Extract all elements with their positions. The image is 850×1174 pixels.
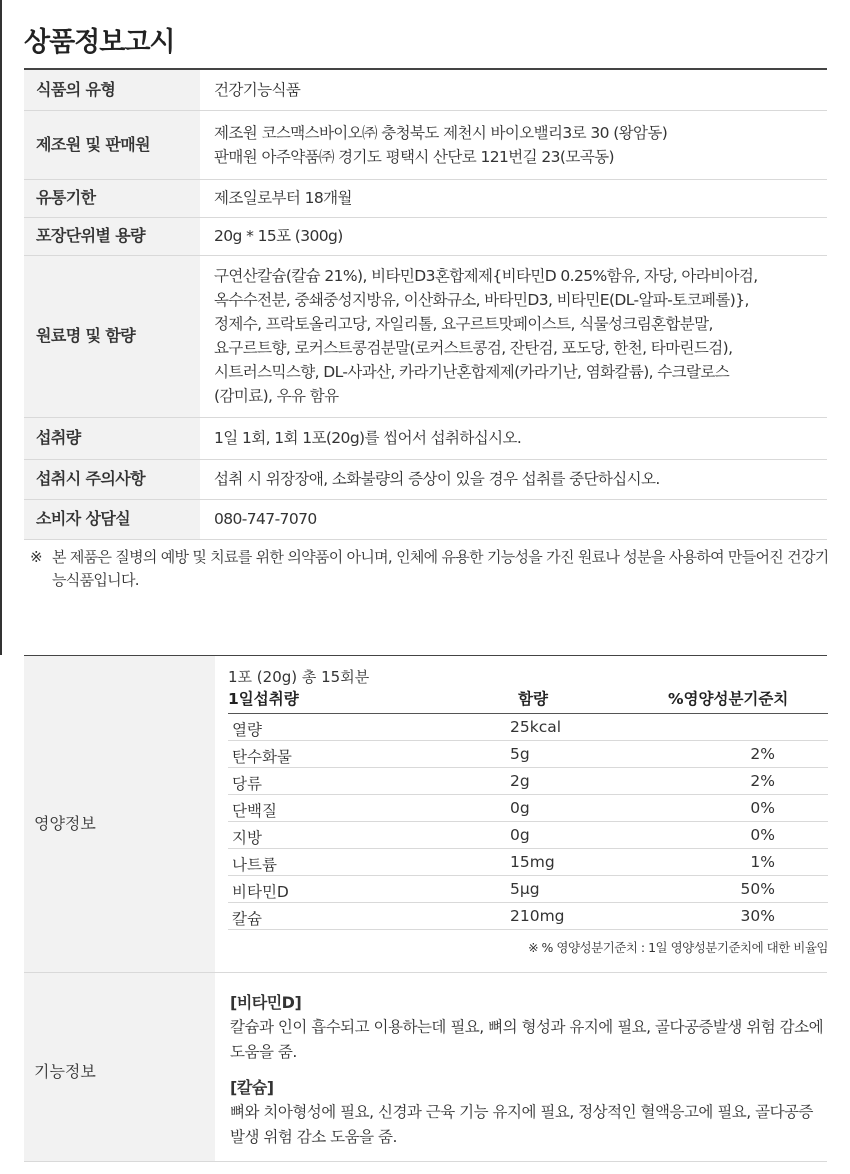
row-value (200, 499, 827, 539)
row-value (200, 255, 827, 417)
value-line: 20g * 15포 (300g) (214, 227, 343, 245)
row-value (200, 217, 827, 255)
nutrient-name: 비타민D (232, 883, 289, 901)
nutrient-amount: 5μg (510, 880, 540, 898)
function-heading: [비타민D] (230, 993, 302, 1012)
nutrient-percent: 50% (740, 880, 775, 898)
value-line: 080-747-7070 (214, 510, 317, 528)
notice-mark: ※ (30, 548, 42, 566)
nutrient-name: 당류 (232, 775, 262, 793)
value-line: 판매원 아주약품㈜ 경기도 평택시 산단로 121번길 23(모곡동) (214, 147, 614, 166)
row-value (200, 110, 827, 179)
row-value (200, 459, 827, 499)
row-value (200, 179, 827, 217)
nutrient-row (228, 741, 828, 768)
row-label: 식품의 유형 (24, 70, 200, 110)
nutrient-amount: 5g (510, 745, 530, 763)
function-heading: [칼슘] (230, 1078, 274, 1097)
header-amount: 함량 (518, 690, 548, 708)
nutrient-percent: 2% (750, 745, 775, 763)
value-line: 시트러스믹스향, DL-사과산, 카라기난혼합제제(카라기난, 염화칼륨), 수크랄로스 (214, 363, 730, 381)
nutrient-name: 단백질 (232, 802, 277, 820)
value-line: 제조일로부터 18개월 (214, 189, 352, 207)
row-label: 소비자 상담실 (24, 499, 200, 539)
row-label: 원료명 및 함량 (24, 255, 200, 417)
nutrient-name: 탄수화물 (232, 748, 292, 766)
nutrient-name: 열량 (232, 721, 262, 739)
nutrient-name: 칼슘 (232, 910, 262, 928)
nutrient-percent: 0% (750, 826, 775, 844)
info-row-expiry (24, 179, 827, 217)
header-daily-intake: 1일섭취량 (228, 690, 299, 708)
left-edge-border (0, 0, 2, 655)
value-line: 요구르트향, 로커스트콩검분말(로커스트콩검, 잔탄검, 포도당, 한천, 타마린드검), (214, 339, 733, 357)
row-value (200, 417, 827, 459)
daily-value-note: ※ % 영양성분기준치 : 1일 영양성분기준치에 대한 비율임 (528, 940, 828, 955)
notice-text: 본 제품은 질병의 예방 및 치료를 위한 의약품이 아니며, 인체에 유용한 기능성을 가진 원료나 성분을 사용하여 만들어진 건강기능식품입니다. (52, 548, 829, 589)
nutrient-amount: 2g (510, 772, 530, 790)
nutrient-amount: 15mg (510, 853, 555, 871)
nutrient-row (228, 849, 828, 876)
info-row-caution (24, 459, 827, 499)
nutrition-label-cell (24, 656, 215, 972)
nutrient-name: 나트륨 (232, 856, 277, 874)
disclaimer-notice (30, 546, 830, 592)
nutrition-facts (228, 667, 828, 955)
nutrient-name: 지방 (232, 829, 262, 847)
row-label: 섭취량 (24, 417, 200, 459)
info-row-ingredients (24, 255, 827, 417)
nutrient-row (228, 714, 828, 741)
function-text: 뼈와 치아형성에 필요, 신경과 근육 기능 유지에 필요, 정상적인 혈액응고에 필요, 골다공증 발생 위험 감소 도움을 줌. (230, 1103, 814, 1146)
value-line: 건강기능식품 (214, 80, 301, 99)
value-line: (감미료), 우유 함유 (214, 387, 339, 405)
value-line: 제조원 코스맥스바이오㈜ 충청북도 제천시 바이오밸리3로 30 (왕암동) (214, 123, 668, 142)
value-line: 옥수수전분, 중쇄중성지방유, 이산화규소, 바타민D3, 비타민E(DL-알파-토코페롤)}, (214, 291, 749, 309)
info-row-food-type (24, 70, 827, 110)
product-info-table (24, 70, 827, 540)
serving-size: 1포 (20g) 총 15회분 (228, 668, 370, 686)
nutrient-row (228, 795, 828, 822)
function-info (230, 990, 830, 1150)
nutrition-header (228, 687, 828, 709)
nutrient-percent: 30% (740, 907, 775, 925)
row-value (200, 70, 827, 110)
nutrition-label: 영양정보 (34, 814, 96, 833)
nutrient-percent: 1% (750, 853, 775, 871)
function-label-cell (24, 973, 215, 1161)
nutrient-amount: 0g (510, 799, 530, 817)
nutrient-row (228, 768, 828, 795)
value-line: 구연산칼슘(칼슘 21%), 비타민D3혼합제제{비타민D 0.25%함유, 자당, 아라비아검, (214, 267, 758, 285)
nutrient-row (228, 903, 828, 930)
page-title: 상품정보고시 (24, 27, 175, 58)
nutrient-percent: 0% (750, 799, 775, 817)
nutrient-row (228, 822, 828, 849)
row-label: 제조원 및 판매원 (24, 110, 200, 179)
function-label: 기능정보 (34, 1062, 96, 1081)
info-row-package (24, 217, 827, 255)
row-label: 포장단위별 용량 (24, 217, 200, 255)
nutrient-amount: 210mg (510, 907, 565, 925)
info-row-manufacturer (24, 110, 827, 179)
nutrient-row (228, 876, 828, 903)
function-text: 칼슘과 인이 흡수되고 이용하는데 필요, 뼈의 형성과 유지에 필요, 골다공증발생 위험 감소에도움을 줌. (230, 1018, 824, 1061)
info-row-intake (24, 417, 827, 459)
function-bottom-rule (24, 1161, 827, 1162)
header-daily-value: %영양성분기준치 (668, 690, 789, 708)
nutrient-amount: 0g (510, 826, 530, 844)
value-line: 1일 1회, 1회 1포(20g)를 씹어서 섭취하십시오. (214, 429, 522, 447)
row-label: 섭취시 주의사항 (24, 459, 200, 499)
row-label: 유통기한 (24, 179, 200, 217)
value-line: 정제수, 프락토올리고당, 자일리톨, 요구르트맛페이스트, 식물성크림혼합분말, (214, 315, 713, 333)
nutrient-amount: 25kcal (510, 718, 562, 736)
info-row-contact (24, 499, 827, 539)
value-line: 섭취 시 위장장애, 소화불량의 증상이 있을 경우 섭취를 중단하십시오. (214, 470, 660, 488)
nutrient-percent: 2% (750, 772, 775, 790)
